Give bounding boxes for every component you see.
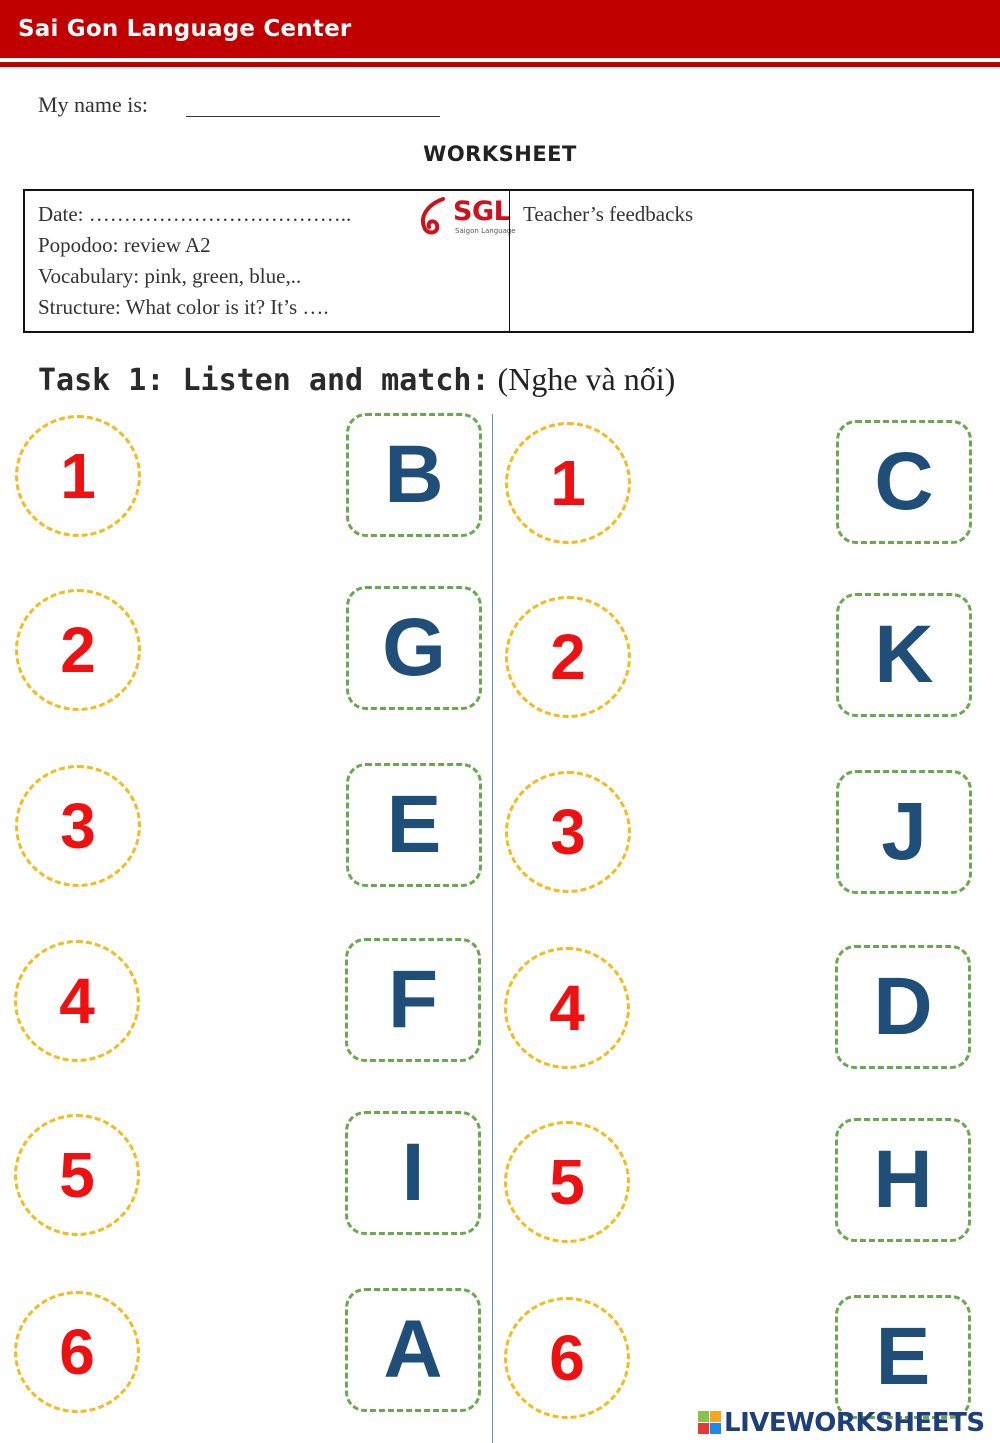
letter-box-left-g[interactable]: G [346,586,482,710]
sgl-logo-text: SGL [453,196,511,227]
letter-box-right-d[interactable]: D [835,945,971,1069]
liveworksheets-watermark [698,1408,985,1438]
header-title: Sai Gon Language Center [18,16,352,42]
worksheet-title: WORKSHEET [423,142,577,166]
letter-box-right-h[interactable]: H [835,1118,971,1242]
letter-box-left-f[interactable]: F [345,938,481,1062]
number-circle-left-5[interactable]: 5 [14,1114,140,1236]
number-circle-left-6[interactable]: 6 [14,1291,140,1413]
letter-box-left-b[interactable]: B [346,413,482,537]
watermark-text: LIVEWORKSHEETS [724,1408,985,1438]
sgl-swoosh-icon [413,195,453,239]
number-circle-left-4[interactable]: 4 [14,940,140,1062]
letter-box-left-i[interactable]: I [345,1111,481,1235]
letter-box-right-e[interactable]: E [835,1295,971,1419]
feedback-label: Teacher’s feedbacks [523,202,694,226]
sgl-logo-subtitle: Saigon Language [455,227,516,235]
lesson-info [38,199,351,323]
number-circle-right-3[interactable]: 3 [505,771,631,893]
number-circle-left-3[interactable]: 3 [15,765,141,887]
header-bar [0,0,1000,58]
date-line: Date: ……………………………….. [38,202,352,226]
table-divider [509,191,510,331]
letter-box-right-j[interactable]: J [836,770,972,894]
lesson-line: Popodoo: review A2 [38,233,211,257]
letter-box-right-c[interactable]: C [836,420,972,544]
letter-box-right-k[interactable]: K [836,593,972,717]
info-table [23,189,974,333]
number-circle-left-1[interactable]: 1 [15,415,141,537]
vocabulary-line: Vocabulary: pink, green, blue,.. [38,264,302,288]
sgl-logo [413,195,516,239]
number-circle-left-2[interactable]: 2 [15,589,141,711]
task-title-bold: Task 1: Listen and match: [38,363,490,398]
liveworksheets-logo-icon [698,1411,722,1435]
letter-box-left-a[interactable]: A [345,1288,481,1412]
letter-box-left-e[interactable]: E [346,763,482,887]
number-circle-right-4[interactable]: 4 [504,947,630,1069]
number-circle-right-5[interactable]: 5 [504,1121,630,1243]
structure-line: Structure: What color is it? It’s …. [38,295,329,319]
number-circle-right-2[interactable]: 2 [505,596,631,718]
name-input-line[interactable] [186,116,440,117]
name-label: My name is: [38,92,148,117]
header-divider [0,62,1000,67]
column-divider [492,414,493,1443]
number-circle-right-6[interactable]: 6 [504,1297,630,1419]
number-circle-right-1[interactable]: 1 [505,422,631,544]
task-title [38,361,675,398]
task-title-translation: (Nghe và nối) [497,361,676,397]
